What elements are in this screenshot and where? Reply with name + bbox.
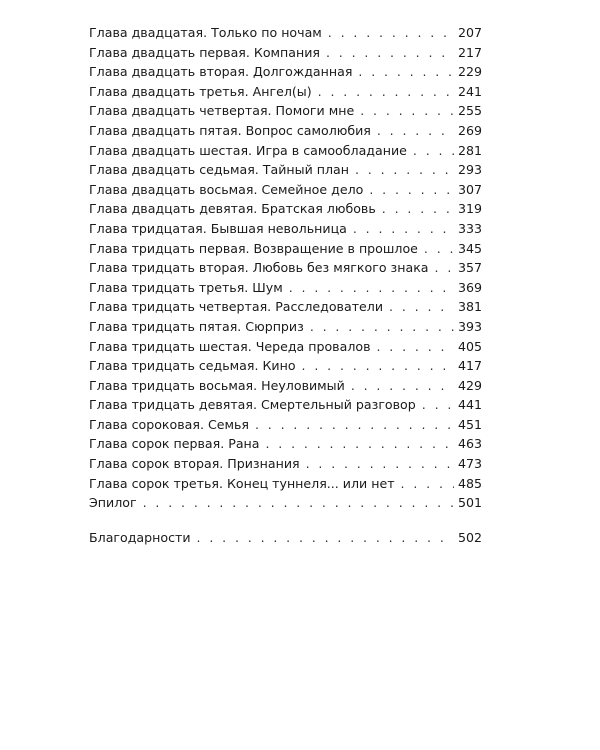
toc-entry-title: Глава сороковая. Семья — [89, 416, 249, 432]
toc-entry-title: Глава тридцать пятая. Сюрприз — [89, 318, 304, 334]
toc-entry — [89, 258, 482, 278]
toc-entry-title: Глава сорок первая. Рана — [89, 436, 260, 452]
toc-leader-dots — [424, 239, 454, 259]
toc-entry — [89, 297, 482, 317]
toc-entry-page: 417 — [457, 358, 482, 374]
toc-entry — [89, 121, 482, 141]
toc-entry — [89, 278, 482, 298]
toc-entry — [89, 101, 482, 121]
toc-entry-page: 369 — [457, 279, 482, 295]
toc-entry-page: 307 — [457, 181, 482, 197]
toc-entry-title: Глава двадцать первая. Компания — [89, 44, 320, 60]
toc-entry-page: 293 — [457, 162, 482, 178]
toc-entry — [89, 493, 482, 513]
toc-leader-dots — [197, 528, 454, 548]
toc-entry-title: Глава сорок вторая. Признания — [89, 456, 300, 472]
toc-entry-page: 281 — [457, 142, 482, 158]
toc-leader-dots — [358, 62, 454, 82]
toc-leader-dots — [435, 258, 454, 278]
toc-entry — [89, 23, 482, 43]
toc-entry — [89, 82, 482, 102]
toc-entry-acknowledgements — [89, 528, 482, 548]
toc-entry — [89, 180, 482, 200]
toc-leader-dots — [355, 160, 454, 180]
toc-entry — [89, 62, 482, 82]
toc-entry-page: 451 — [457, 416, 482, 432]
toc-entry — [89, 141, 482, 161]
toc-entry-title: Глава двадцать пятая. Вопрос самолюбия — [89, 122, 371, 138]
toc-entry — [89, 219, 482, 239]
toc-entry — [89, 356, 482, 376]
toc-leader-dots — [401, 474, 454, 494]
toc-leader-dots — [289, 278, 454, 298]
toc-entry-page: 485 — [457, 475, 482, 491]
toc-entry — [89, 43, 482, 63]
toc-leader-dots — [369, 180, 454, 200]
toc-entry-page: 319 — [457, 201, 482, 217]
toc-leader-dots — [306, 454, 454, 474]
toc-entry-page: 405 — [457, 338, 482, 354]
toc-entry — [89, 415, 482, 435]
toc-entry — [89, 434, 482, 454]
toc-entry-page: 393 — [457, 318, 482, 334]
toc-leader-dots — [377, 121, 454, 141]
toc-leader-dots — [318, 82, 454, 102]
toc-entry-page: 333 — [457, 220, 482, 236]
toc-entry — [89, 337, 482, 357]
toc-entry-title: Глава тридцать вторая. Любовь без мягкого знака — [89, 260, 429, 276]
toc-entry-title: Глава двадцать четвертая. Помоги мне — [89, 103, 355, 119]
toc-leader-dots — [389, 297, 454, 317]
toc-entry-title: Глава двадцать девятая. Братская любовь — [89, 201, 376, 217]
toc-leader-dots — [143, 493, 454, 513]
toc-entry-page: 502 — [457, 529, 482, 545]
toc-entry-page: 473 — [457, 456, 482, 472]
toc-entry-title: Глава двадцать третья. Ангел(ы) — [89, 83, 312, 99]
toc-entry — [89, 160, 482, 180]
toc-entry-title: Глава тридцатая. Бывшая невольница — [89, 220, 347, 236]
toc-entry-title: Глава тридцать четвертая. Расследователи — [89, 299, 384, 315]
toc-entry — [89, 454, 482, 474]
toc-entry-title: Благодарности — [89, 529, 191, 545]
toc-entry — [89, 395, 482, 415]
toc-entry-title: Глава тридцать третья. Шум — [89, 279, 283, 295]
toc-entry-page: 429 — [457, 377, 482, 393]
toc-leader-dots — [351, 376, 454, 396]
toc-entry-title: Глава тридцать восьмая. Неуловимый — [89, 377, 345, 393]
toc-leader-dots — [422, 395, 454, 415]
toc-entry — [89, 474, 482, 494]
toc-leader-dots — [328, 23, 454, 43]
toc-entry-title: Глава двадцатая. Только по ночам — [89, 25, 322, 40]
toc-entry-page: 357 — [457, 260, 482, 276]
toc-entry-page: 217 — [457, 44, 482, 60]
toc-entry-title: Глава тридцать седьмая. Кино — [89, 358, 296, 374]
toc-entry-title: Глава двадцать вторая. Долгожданная — [89, 64, 353, 80]
toc-entry-page: 241 — [457, 83, 482, 99]
toc-entries-list — [89, 23, 482, 513]
table-of-contents — [89, 23, 482, 547]
toc-entry-page: 255 — [457, 103, 482, 119]
toc-gap — [89, 513, 482, 528]
toc-leader-dots — [302, 356, 454, 376]
toc-entry — [89, 239, 482, 259]
toc-leader-dots — [255, 415, 454, 435]
toc-entry — [89, 199, 482, 219]
toc-entry-page: 463 — [457, 436, 482, 452]
toc-leader-dots — [353, 219, 454, 239]
toc-entry-title: Глава тридцать шестая. Череда провалов — [89, 338, 371, 354]
toc-entry — [89, 317, 482, 337]
toc-entry-title: Глава тридцать девятая. Смертельный разговор — [89, 397, 416, 413]
toc-entry-title: Глава тридцать первая. Возвращение в прошлое — [89, 240, 418, 256]
toc-entry — [89, 376, 482, 396]
toc-leader-dots — [326, 43, 454, 63]
toc-entry-page: 207 — [457, 25, 482, 40]
toc-entry-page: 345 — [457, 240, 482, 256]
toc-leader-dots — [377, 337, 454, 357]
toc-leader-dots — [382, 199, 454, 219]
toc-entry-page: 229 — [457, 64, 482, 80]
toc-entry-page: 501 — [457, 495, 482, 511]
toc-entry-page: 441 — [457, 397, 482, 413]
toc-leader-dots — [266, 434, 454, 454]
toc-entry-title: Глава двадцать шестая. Игра в самообладание — [89, 142, 407, 158]
toc-entry-page: 381 — [457, 299, 482, 315]
toc-leader-dots — [413, 141, 454, 161]
toc-entry-title: Эпилог — [89, 495, 137, 511]
toc-entry-title: Глава сорок третья. Конец туннеля... или нет — [89, 475, 395, 491]
toc-leader-dots — [310, 317, 454, 337]
toc-entry-title: Глава двадцать седьмая. Тайный план — [89, 162, 349, 178]
toc-entry-title: Глава двадцать восьмая. Семейное дело — [89, 181, 364, 197]
toc-leader-dots — [360, 101, 454, 121]
toc-entry-page: 269 — [457, 122, 482, 138]
